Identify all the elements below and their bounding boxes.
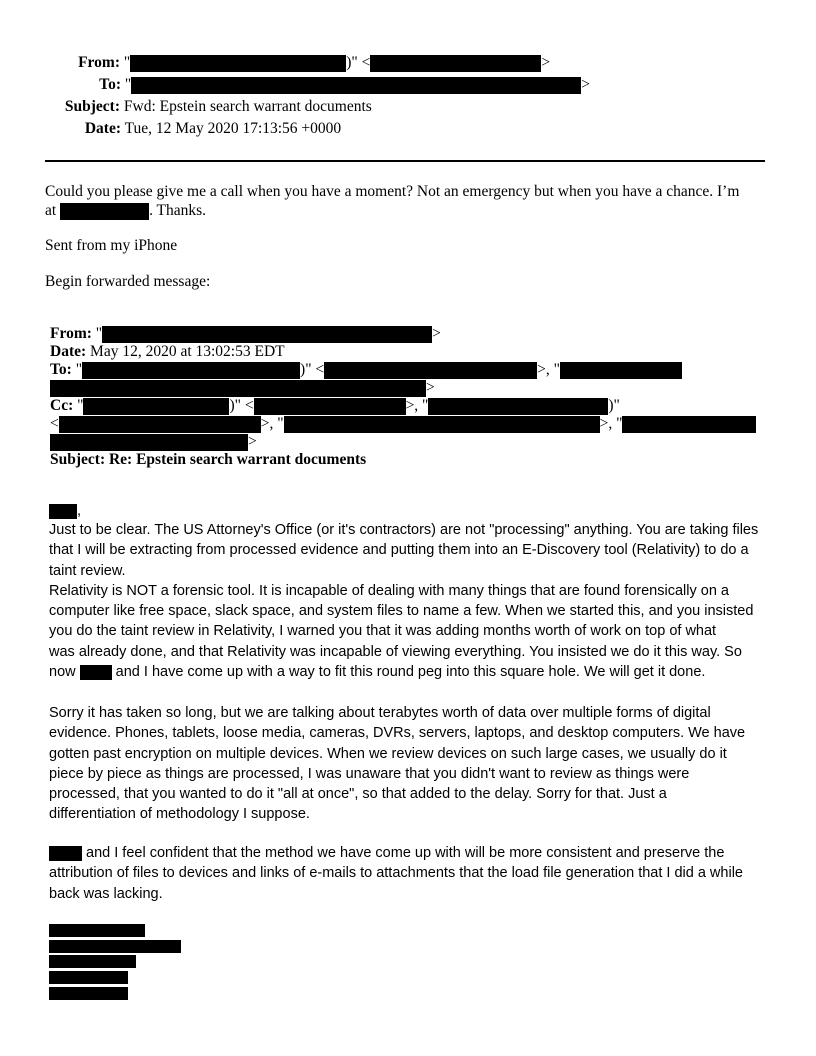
header-divider xyxy=(45,160,765,162)
redaction-block xyxy=(60,203,149,220)
redaction-block xyxy=(130,55,346,72)
greeting: , xyxy=(49,503,81,519)
paragraph-line: attribution of files to devices and links of e-mails to attachments that the load file generation that I did a while xyxy=(49,865,743,882)
redaction-block xyxy=(50,380,426,397)
redaction-block xyxy=(254,398,406,415)
redaction-block xyxy=(50,434,248,451)
paragraph-line: piece by piece as things are processed, I was unaware that you didn't want to review as things were xyxy=(49,765,690,782)
paragraph-2 xyxy=(49,703,745,825)
redaction-block xyxy=(131,77,581,94)
redaction-block xyxy=(49,955,136,968)
paragraph-line: Sorry it has taken so long, but we are talking about terabytes worth of data over multiple forms of digital xyxy=(49,705,711,721)
redaction-block xyxy=(284,416,600,433)
redaction-block xyxy=(83,398,229,415)
redaction-block xyxy=(102,326,432,343)
paragraph-line: back was lacking. xyxy=(49,885,163,902)
paragraph-line: processed, that you wanted to do it "all at once", so that added to the delay. Sorry for that. Just a xyxy=(49,786,667,803)
fwd-cc-continued-2: > xyxy=(50,433,257,451)
redaction-block xyxy=(560,362,682,379)
to-label: To: xyxy=(99,76,121,93)
paragraph-line: you do the taint review in Relativity, I warned you that it was adding months worth of work on top of what xyxy=(49,623,717,640)
redaction-block xyxy=(82,362,300,379)
header-to-row: To: " > xyxy=(97,76,590,94)
redaction-block xyxy=(49,940,181,953)
message-line: Could you please give me a call when you have a moment? Not an emergency but when you have a chance. I’m xyxy=(45,183,740,200)
fwd-subject-text: Re: Epstein search warrant documents xyxy=(108,451,367,468)
fwd-subject-label: Subject: xyxy=(50,451,106,468)
fwd-from-label: From: xyxy=(50,325,92,342)
header-from-row: From: " )" < > xyxy=(78,54,551,71)
date-text: Tue, 12 May 2020 17:13:56 +0000 xyxy=(124,120,342,137)
paragraph-line: differentiation of methodology I suppose. xyxy=(49,806,310,823)
paragraph-line: was already done, and that Relativity was incapable of viewing everything. You insisted we do it this way. So xyxy=(49,643,742,660)
paragraph-line: Just to be clear. The US Attorney's Office (or it's contractors) are not "processing" anything. You are taking files xyxy=(49,522,759,538)
signature-block-redacted xyxy=(49,924,181,1002)
paragraph-1 xyxy=(49,520,758,682)
header-date-row xyxy=(84,120,341,138)
redaction-block xyxy=(49,846,82,861)
paragraph-line: gotten past encryption on multiple devices. When we review devices on such large cases, we usually do it xyxy=(49,745,727,762)
fwd-to-label: To: xyxy=(50,361,72,378)
redaction-block xyxy=(59,416,261,433)
sent-from-text: Sent from my iPhone xyxy=(45,237,178,254)
redaction-block xyxy=(622,416,756,433)
redaction-block xyxy=(428,398,608,415)
fwd-date-row xyxy=(50,343,285,361)
begin-forwarded-text: Begin forwarded message: xyxy=(45,273,211,290)
fwd-date-label: Date: xyxy=(50,343,87,360)
fwd-cc-label: Cc: xyxy=(50,397,74,414)
redaction-block xyxy=(49,987,128,1000)
fwd-to-row: To: " )" < >, " xyxy=(50,361,682,379)
paragraph-line: now and I have come up with a way to fit this round peg into this square hole. We will get it done. xyxy=(49,664,706,681)
from-label: From: xyxy=(78,54,120,71)
paragraph-line: taint review. xyxy=(49,562,126,579)
paragraph-line: that I will be extracting from processed evidence and putting them into an E-Discovery tool (Relativity) to do a xyxy=(49,542,749,559)
subject-label: Subject: xyxy=(64,98,120,115)
fwd-cc-continued: < >, " >, " xyxy=(50,415,756,433)
fwd-date-text: May 12, 2020 at 13:02:53 EDT xyxy=(90,343,285,360)
paragraph-line: evidence. Phones, tablets, loose media, cameras, DVRs, servers, laptops, and desktop computers. We have xyxy=(49,725,746,742)
date-label: Date: xyxy=(84,120,121,137)
subject-text: Fwd: Epstein search warrant documents xyxy=(123,98,372,115)
message-line: at . Thanks. xyxy=(45,202,207,219)
fwd-to-continued: > xyxy=(50,379,435,397)
paragraph-line: and I feel confident that the method we have come up with will be more consistent and preserve the xyxy=(49,843,743,863)
redaction-block xyxy=(80,665,112,680)
fwd-from-row: From: " > xyxy=(50,325,441,342)
fwd-cc-row: Cc: " )" < >, " )" xyxy=(50,397,620,414)
fwd-subject-row xyxy=(50,451,366,469)
redaction-block xyxy=(49,504,77,519)
redaction-block xyxy=(324,362,537,379)
paragraph-line: computer like free space, slack space, and system files to name a few. When we started this, and you insisted xyxy=(49,603,754,620)
redaction-block xyxy=(49,971,128,984)
redaction-block xyxy=(49,924,145,937)
paragraph-3 xyxy=(49,843,743,904)
redaction-block xyxy=(370,55,541,72)
header-subject-row xyxy=(63,98,372,116)
paragraph-line: Relativity is NOT a forensic tool. It is incapable of dealing with many things that are found forensically on a xyxy=(49,582,729,599)
